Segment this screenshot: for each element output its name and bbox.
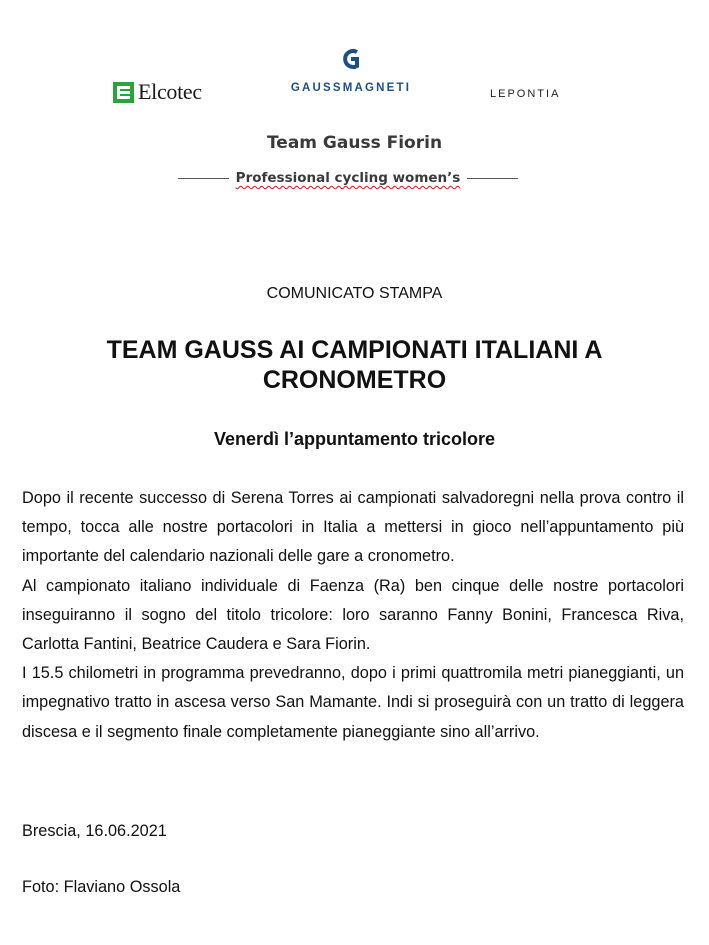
divider-right — [467, 178, 518, 179]
gauss-logo-icon — [342, 48, 360, 70]
team-subtitle-row — [178, 170, 518, 186]
paragraph: I 15.5 chilometri in programma prevedranno, dopo i primi quattromila metri pianeggianti, un impegnativo tratto in ascesa verso San Mamante. Indi si proseguirà con un tratto di leggera discesa e il segmento finale completamente pianeggiante sino all’arrivo. — [22, 664, 684, 741]
gaussmagneti-logo-text: GAUSSMAGNETI — [290, 82, 412, 94]
place-date: Brescia, 16.06.2021 — [22, 822, 167, 840]
gaussmagneti-logo — [281, 48, 421, 94]
headline: TEAM GAUSS AI CAMPIONATI ITALIANI A CRONOMETRO — [106, 336, 603, 394]
photo-credit: Foto: Flaviano Ossola — [22, 878, 181, 896]
team-subtitle: Professional cycling women’s — [235, 170, 461, 186]
body-text — [22, 484, 684, 747]
lepontia-logo: LEPONTIA — [490, 88, 561, 100]
subheadline: Venerdì l’appuntamento tricolore — [213, 429, 496, 449]
press-release-label: COMUNICATO STAMPA — [266, 285, 443, 302]
elcotec-logo — [113, 79, 202, 105]
paragraph: Al campionato italiano individuale di Faenza (Ra) ben cinque delle nostre portacolori inseguiranno il sogno del titolo tricolore: loro saranno Fanny Bonini, Francesca Riva, Carlotta Fantini, Beatrice Caudera e Sara Fiorin. — [22, 576, 684, 654]
team-title: Team Gauss Fiorin — [266, 133, 443, 153]
elcotec-logo-icon — [113, 82, 134, 103]
logo-row — [0, 0, 709, 110]
elcotec-logo-text: Elcotec — [138, 79, 202, 104]
divider-left — [178, 178, 229, 179]
paragraph: Dopo il recente successo di Serena Torres ai campionati salvadoregni nella prova contro il tempo, tocca alle nostre portacolori in Italia a mettersi in gioco nell’appuntamento più importante del calendario nazionali delle gare a cronometro. — [22, 489, 684, 566]
